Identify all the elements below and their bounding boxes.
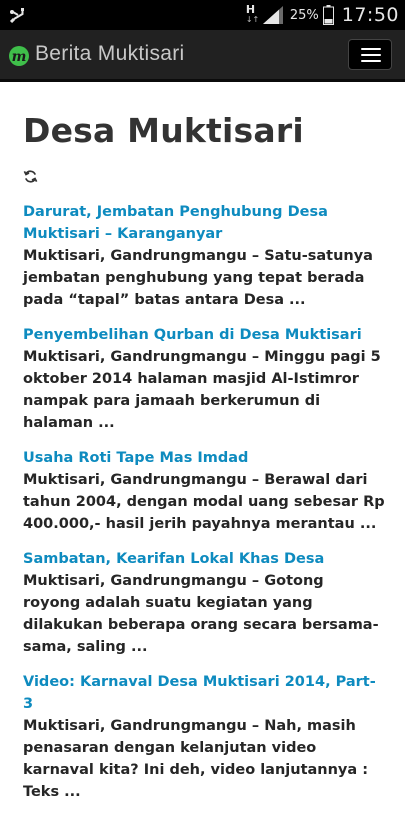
post-title-link[interactable]: Penyembelihan Qurban di Desa Muktisari [23, 327, 362, 343]
hamburger-menu-icon [361, 48, 381, 50]
post-excerpt: Muktisari, Gandrungmangu – Gotong royong adalah suatu kegiatan yang dilakukan beberapa orang secara bersama-sama, saling ... [23, 573, 379, 655]
post-excerpt: Muktisari, Gandrungmangu – Nah, masih penasaran dengan kelanjutan video karnaval kita? Ini deh, video lanjutannya : Teks ... [23, 718, 369, 800]
battery-percent: 25% [289, 7, 319, 23]
status-bar [0, 0, 405, 30]
post-excerpt: Muktisari, Gandrungmangu – Satu-satunya jembatan penghubung yang tepat berada pada “tapal” batas antara Desa ... [23, 248, 373, 308]
network-type-indicator [244, 3, 258, 27]
clock: 17:50 [341, 4, 399, 26]
signal-icon [262, 5, 284, 25]
svg-text:m: m [11, 49, 27, 65]
usb-icon [8, 5, 28, 25]
post-item [23, 447, 385, 535]
network-type-label: H [245, 3, 256, 16]
post-title-link[interactable]: Video: Karnaval Desa Muktisari 2014, Part-3 [23, 674, 376, 712]
app-bar [0, 30, 405, 82]
post-title-link[interactable]: Sambatan, Kearifan Lokal Khas Desa [23, 551, 325, 567]
post-excerpt: Muktisari, Gandrungmangu – Berawal dari tahun 2004, dengan modal uang sebesar Rp 400.000,- hasil jerih payahnya merantau ... [23, 472, 385, 532]
post-excerpt: Muktisari, Gandrungmangu – Minggu pagi 5 oktober 2014 halaman masjid Al-Istimror nampak para jamaah berkerumun di halaman ... [23, 349, 381, 431]
network-arrows: ↓↑ [245, 15, 260, 24]
refresh-icon[interactable] [23, 169, 38, 184]
post-item [23, 324, 385, 434]
brand-link[interactable]: Berita Muktisari [35, 42, 185, 65]
post-item [23, 671, 385, 803]
post-item [23, 548, 385, 658]
m-logo-icon [9, 46, 29, 66]
post-item [23, 201, 385, 311]
main-content [23, 82, 385, 816]
post-title-link[interactable]: Usaha Roti Tape Mas Imdad [23, 450, 249, 466]
hamburger-menu-icon [361, 60, 381, 62]
page-title: Desa Muktisari [23, 111, 304, 150]
post-list [23, 201, 385, 803]
battery-icon [323, 5, 334, 25]
hamburger-menu-button[interactable] [348, 39, 392, 70]
post-title-link[interactable]: Darurat, Jembatan Penghubung Desa Muktisari – Karanganyar [23, 204, 328, 242]
hamburger-menu-icon [361, 54, 381, 56]
